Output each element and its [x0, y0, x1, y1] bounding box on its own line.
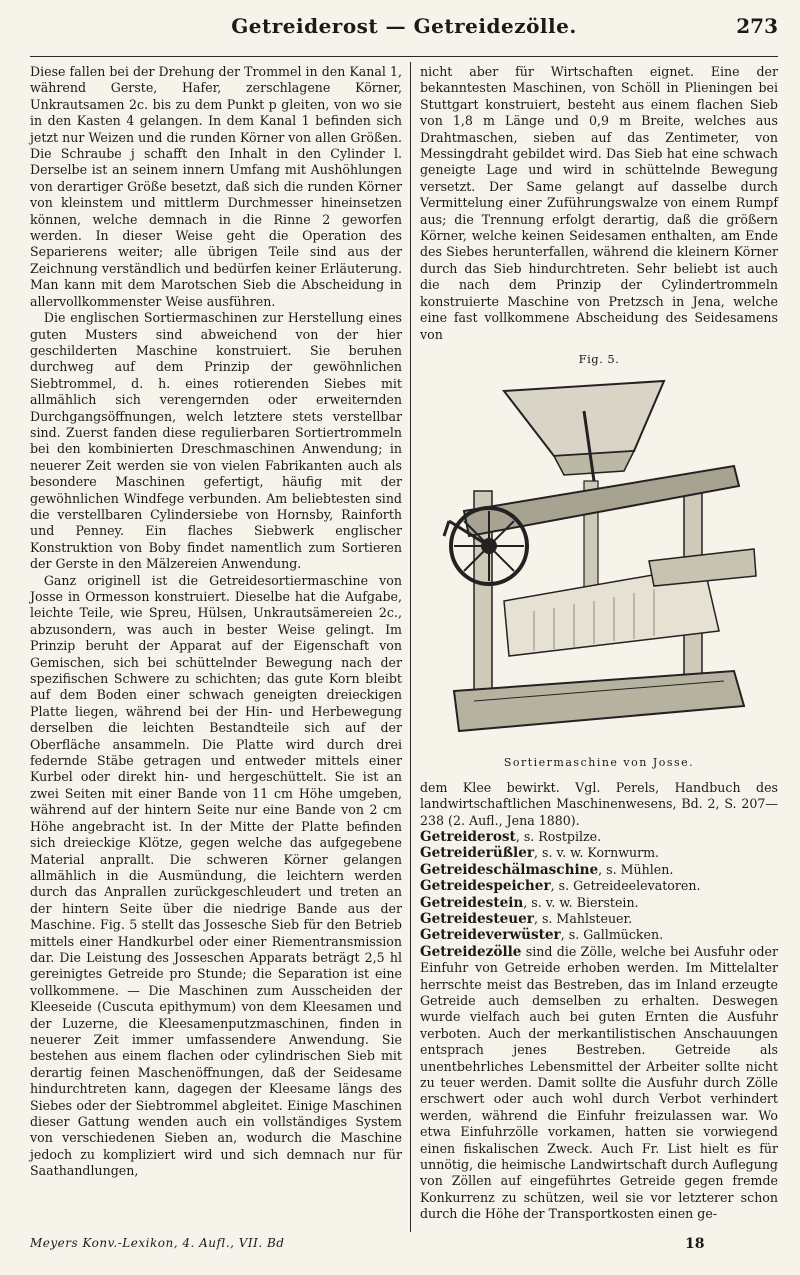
- headword: Getreidespeicher: [420, 878, 551, 895]
- paragraph: Die englischen Sortiermaschinen zur Herstellung eines guten Musters sind abweichend von der hier geschilderten Maschine konstruiert. Sie beruhen durchweg auf dem Prinzip der gewöhnlichen Siebtrommel, d. h. eines rotierenden Siebes mit allmählich sich verengernden oder erweiternden Durchgangsöffnungen, welch letztere stets verstellbar sind. Zuerst fanden diese regulierbaren Sortiertrommeln bei den kombinierten Dreschmaschinen Anwendung; in neuerer Zeit werden sie von vielen Fabrikanten auch als besondere Maschinen gefertigt, häufig mit der gewöhnlichen Windfege verbunden. Am beliebtesten sind die verstellbaren Cylindersiebe von Hornsby, Rainforth und Penney. Ein flaches Siebwerk englischer Konstruktion von Boby findet namentlich zum Sortieren der Gerste in den Mälzereien Anwendung.: [30, 310, 402, 572]
- headword: Getreideverwüster: [420, 927, 561, 944]
- entry: [420, 862, 778, 878]
- entry: [420, 878, 778, 894]
- entry-text: sind die Zölle, welche bei Ausfuhr oder Einfuhr von Getreide erhoben werden. Im Mittelalter herrschte meist das Bestreben, das im Inland erzeugte Getreide auch demselben zu erhalten. Deswegen wurde vielfach auch bei guten Ernten die Ausfuhr verboten. Auch der merkantilistischen Anschauungen entsprach jenes Bestreben. Getreide als unentbehrliches Lebensmittel der Arbeiter sollte nicht zu teuer werden. Damit sollte die Ausfuhr durch Zölle erschwert oder auch wohl durch Verbot verhindert werden, während die Einfuhr freizulassen war. Wo etwa Einfuhrzölle vorkamen, hatten sie vorwiegend einen fiskalischen Zweck. Auch Fr. List hielt es für unnötig, die heimische Landwirtschaft durch Auflegung von Zöllen auf eingeführtes Getreide gegen fremde Konkurrenz zu schützen, weil sie vor letzterer schon durch die Höhe der Transportkosten einen ge-: [420, 943, 778, 1222]
- figure-label: Fig. 5.: [578, 351, 620, 366]
- entry: [420, 944, 778, 1223]
- running-header: [30, 14, 778, 48]
- headword: Getreidesteuer: [420, 910, 534, 927]
- page-number: 273: [736, 14, 778, 38]
- headword: Getreiderost: [420, 828, 516, 845]
- header-rule: [30, 56, 778, 57]
- headword: Getreiderüßler: [420, 845, 535, 862]
- entry-text: , s. v. w. Kornwurm.: [534, 845, 660, 861]
- column-divider: [410, 62, 411, 1232]
- entry: [420, 829, 778, 845]
- entry-text: , s. Rostpilze.: [515, 828, 602, 844]
- entry-text: , s. Mühlen.: [598, 861, 674, 877]
- sorting-machine-engraving: [434, 371, 764, 751]
- headword: Getreidezölle: [420, 943, 522, 960]
- entry-text: , s. Mahlsteuer.: [533, 910, 633, 926]
- paragraph: Diese fallen bei der Drehung der Trommel in den Kanal 1, während Gerste, Hafer, zerschlagene Körner, Unkrautsamen 2c. bis zu dem Punkt p gleiten, von wo sie in den Kasten 4 gelangen. In dem Kanal 1 befinden sich jetzt nur Weizen und die runden Körner von allen Größen. Die Schraube j schafft den Inhalt in den Cylinder l. Derselbe ist an seinem innern Umfang mit Aushöhlungen von derartiger Größe besetzt, daß sich die runden Körner von kleinstem und mittlerm Durchmesser hineinsetzen können, welche demnach in die Rinne 2 geworfen werden. In dieser Weise geht die Operation des Separierens weiter; alle übrigen Teile sind aus der Zeichnung verständlich und bedürfen keiner Erläuterung. Man kann mit dem Marotschen Sieb die Abscheidung in allervollkommenster Weise ausführen.: [30, 64, 402, 309]
- entry-text: , s. v. w. Bierstein.: [523, 894, 639, 910]
- headword: Getreideschälmaschine: [420, 861, 599, 878]
- paragraph: nicht aber für Wirtschaften eignet. Eine der bekanntesten Maschinen, von Schöll in Plieningen bei Stuttgart konstruiert, besteht aus einem flachen Sieb von 1,8 m Länge und 0,9 m Breite, welches aus Drahtmaschen, sieben auf das Zentimeter, von Messingdraht gebildet wird. Das Sieb hat eine schwach geneigte Lage und wird in schüttelnde Bewegung versetzt. Der Same gelangt auf dasselbe durch Vermittelung einer Zuführungswalze von einem Rumpf aus; die Trennung erfolgt derartig, daß die größern Körner, welche keinen Seidesamen enthalten, am Ende des Siebes herunterfallen, während die kleinern Körner durch das Sieb hindurchtreten. Sehr beliebt ist auch die nach dem Prinzip der Cylindertrommeln konstruierte Maschine von Pretzsch in Jena, welche eine fast vollkommene Abscheidung des Seidesamens von: [420, 64, 778, 342]
- entry: [420, 895, 778, 911]
- entry-text: , s. Getreideelevatoren.: [550, 878, 701, 894]
- paragraph: dem Klee bewirkt. Vgl. Perels, Handbuch des landwirtschaftlichen Maschinenwesens, Bd. 2, S. 207—238 (2. Aufl., Jena 1880).: [420, 779, 778, 828]
- footer-signature: Meyers Konv.-Lexikon, 4. Aufl., VII. Bd: [30, 1236, 285, 1250]
- entry-text: , s. Gallmücken.: [560, 927, 664, 943]
- sheet-number: 18: [685, 1236, 705, 1252]
- entry: [420, 911, 778, 927]
- headword: Getreidestein: [420, 894, 524, 911]
- running-title: Getreiderost — Getreidezölle.: [231, 14, 577, 38]
- entry: [420, 927, 778, 943]
- figure-caption: Sortiermaschine von Josse.: [503, 756, 695, 770]
- paragraph: Ganz originell ist die Getreidesortiermaschine von Josse in Ormesson konstruiert. Dieselbe hat die Aufgabe, leichte Teile, wie Spreu, Hülsen, Unkrautsämereien 2c., abzusondern, was auch in bester Weise gelingt. Im Prinzip beruht der Apparat auf der Eigenschaft von Gemischen, sich bei schüttelnder Bewegung nach der spezifischen Schwere zu schichten; das gute Korn bleibt auf dem Boden einer schwach geneigten dreieckigen Platte liegen, während bei der Hin- und Herbewegung derselben die leichten Bestandteile sich auf der Oberfläche ansammeln. Die Platte wird durch drei federnde Stäbe getragen und entweder mittels einer Kurbel oder direkt hin- und hergeschüttelt. Sie ist an zwei Seiten mit einer Bande von 11 cm Höhe umgeben, während auf der hintern Seite nur eine Bande von 2 cm Höhe angebracht ist. In der Mitte der Platte befinden sich dreieckige Klötze, gegen welche das aufgegebene Material anprallt. Die schweren Körner gelangen allmählich in die Ausmündung, die leichtern werden durch das Anprallen zurückgeschleudert und treten an der hintern Seite über die niedrige Bande aus der Maschine. Fig. 5 stellt das Jossesche Sieb für den Betrieb mittels einer Handkurbel oder einer Riementransmission dar. Die Leistung des Josseschen Apparats beträgt 2,5 hl gereinigtes Getreide pro Stunde; die Separation ist eine vollkommene. — Die Maschinen zum Ausscheiden der Kleeseide (Cuscuta epithymum) von dem Kleesamen und der Luzerne, die Kleesamenputzmaschinen, finden in neuerer Zeit immer umfassendere Anwendung. Sie bestehen aus einem flachen oder cylindrischen Sieb mit derartig feinen Maschenöffnungen, daß der Seidesame hindurchtreten kann, dagegen der Kleesame längs des Siebes oder der Siebtrommel abgleitet. Einige Maschinen dieser Gattung wenden auch ein vollständiges System von verschiedenen Sieben an, wodurch die Maschine jedoch zu kompliziert wird und sich demnach nur für Saathandlungen,: [30, 572, 402, 1179]
- figure: [420, 351, 778, 772]
- right-column: [420, 64, 778, 1223]
- entry: [420, 845, 778, 861]
- left-column: [30, 64, 402, 1180]
